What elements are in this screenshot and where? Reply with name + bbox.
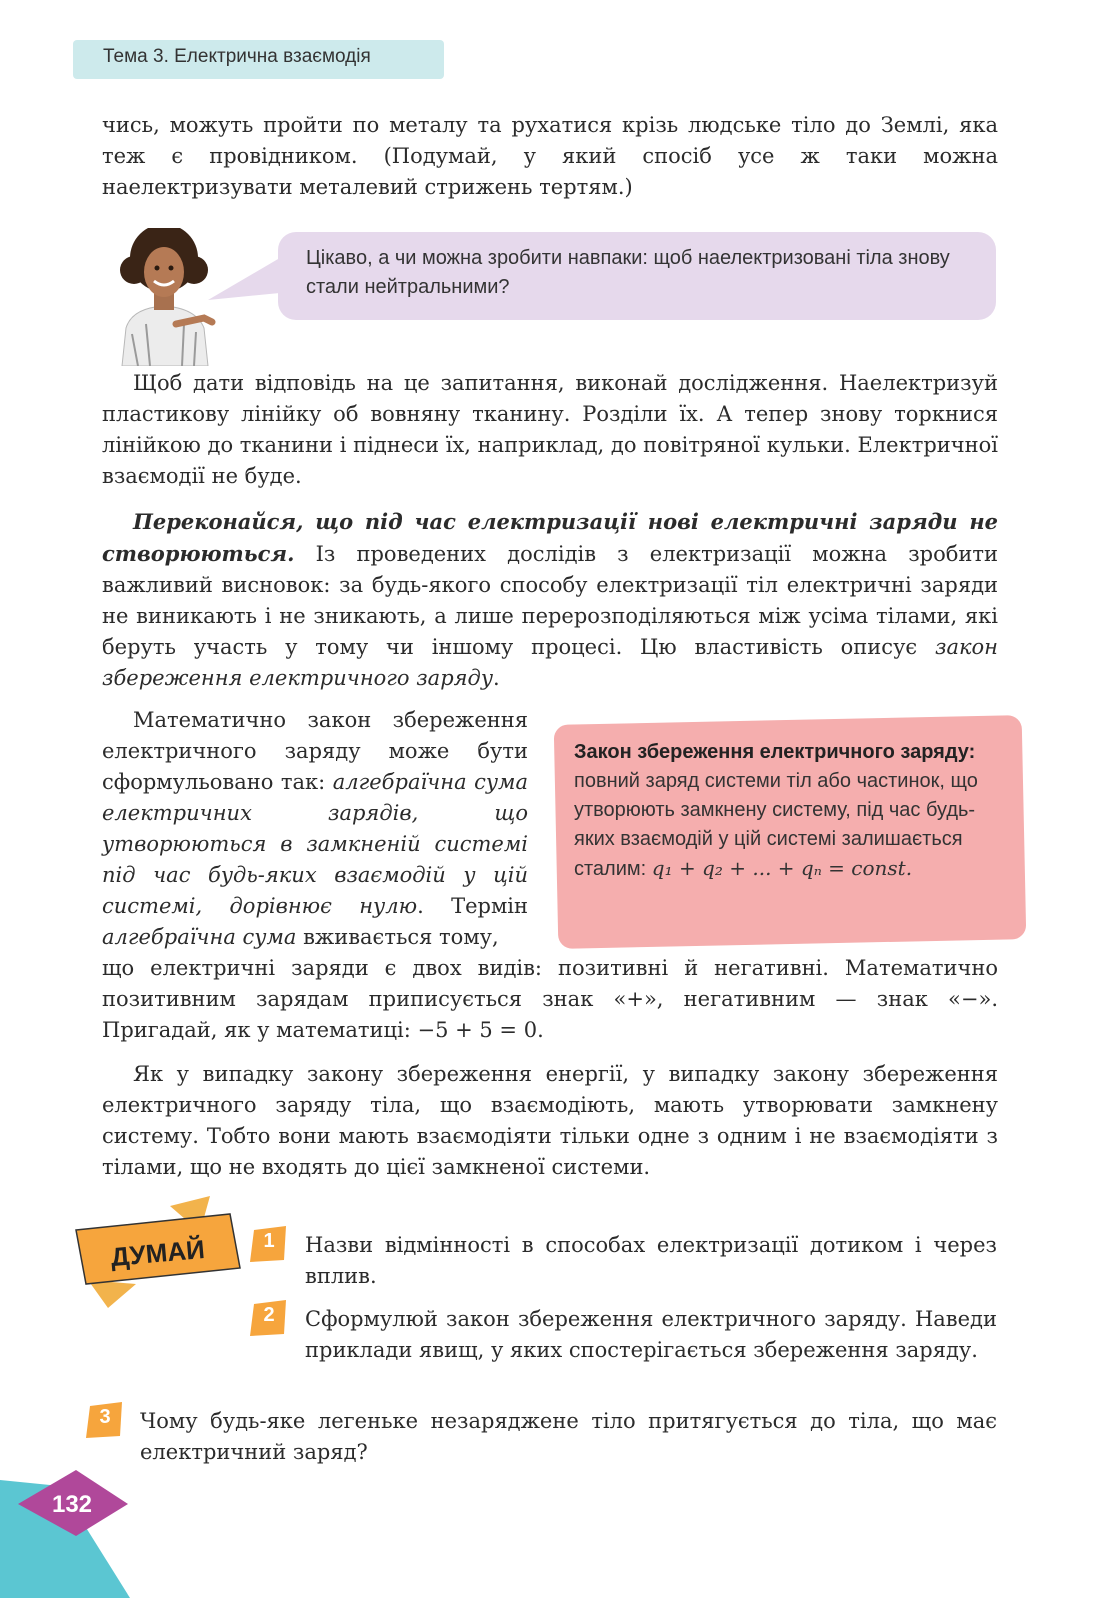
intro-paragraph: чись, можуть пройти по металу та рухатися крізь людське тіло до Землі, яка теж є провідником. (Подумай, у який спосіб усе ж таки можна наелектризувати металевий стрижень тертям.) bbox=[102, 113, 998, 199]
research-paragraph: Щоб дати відповідь на це запитання, виконай дослідження. Наелектризуй пластикову лінійку об вовняну тканину. Розділи їх. А тепер знову торкнися лінійкою до тканини і піднеси їх, наприклад, до повітряної кульки. Електричної взаємодії не буде. bbox=[102, 371, 998, 488]
math-statement: алгебраїчна сума електричних зарядів, що утворюються в замкненій системі під час будь-яких взаємодій у цій системі, дорівнює нулю bbox=[102, 770, 528, 918]
signs-paragraph: що електричні заряди є двох видів: позитивні й негативні. Математично позитивним зарядам приписується знак «+», негативним — знак «−». Пригадай, як у математиці: −5 + 5 = 0. bbox=[102, 956, 998, 1042]
think-badge bbox=[74, 1196, 244, 1314]
question-number: 3 bbox=[99, 1406, 111, 1428]
question-text: Чому будь-яке легеньке незаряджене тіло притягується до тіла, що має електричний заряд? bbox=[140, 1409, 997, 1464]
conclusion-emphasis: Переконайся, що під час електризації нові електричні заряди не створюються. bbox=[102, 509, 998, 566]
page-number: 132 bbox=[51, 1491, 93, 1518]
law-formula: q₁ + q₂ + ... + qₙ = const. bbox=[651, 856, 913, 880]
math-mid2: вживається тому, bbox=[296, 925, 499, 949]
question-number-badge bbox=[250, 1226, 288, 1262]
law-title: Закон збереження електричного заряду: bbox=[574, 741, 976, 763]
speech-bubble bbox=[278, 232, 996, 320]
law-body: повний заряд системи тіл або частинок, що утворюють замкнену систему, під час будь-яких взаємодій у цій системі залишається сталим: bbox=[574, 770, 978, 880]
conclusion-end: . bbox=[493, 666, 500, 690]
conclusion-body: Із проведених дослідів з електризації можна зробити важливий висновок: за будь-якого способу електризації тіл електричні заряди не виникають і не зникають, а лише перерозподіляються між усіма тілами, які беруть участь у тому чи іншому процесі. Цю властивість описує bbox=[102, 542, 998, 659]
math-intro: Математично закон збереження електричного заряду може бути сформульовано так: bbox=[102, 708, 528, 794]
topic-tab bbox=[73, 40, 444, 79]
student-illustration bbox=[112, 228, 216, 366]
law-term: закон збереження електричного заряду bbox=[102, 635, 998, 690]
algebraic-sum-term: алгебраїчна сума bbox=[102, 925, 297, 949]
question-text: Сформулюй закон збереження електричного заряду. Наведи приклади явищ, у яких спостерігається збереження заряду. bbox=[305, 1307, 997, 1362]
math-mid: . Термін bbox=[417, 894, 528, 918]
page-number-badge bbox=[18, 1470, 128, 1536]
law-box bbox=[574, 738, 1004, 884]
question-number: 2 bbox=[263, 1304, 275, 1326]
math-paragraph bbox=[102, 705, 528, 953]
speech-question: Цікаво, а чи можна зробити навпаки: щоб наелектризовані тіла знову стали нейтральними? bbox=[306, 247, 950, 298]
energy-paragraph: Як у випадку закону збереження енергії, у випадку закону збереження електричного заряду тіла, що взаємодіють, мають утворювати замкнену систему. Тобто вони мають взаємодіяти тільки одне з одним і не взаємодіяти з тілами, що не входять до цієї замкненої системи. bbox=[102, 1062, 998, 1179]
question-number-badge bbox=[250, 1300, 288, 1336]
conclusion-paragraph bbox=[102, 506, 998, 694]
question-number: 1 bbox=[263, 1230, 275, 1252]
think-badge-label: ДУМАЙ bbox=[109, 1233, 206, 1273]
question-text: Назви відмінності в способах електризації дотиком і через вплив. bbox=[305, 1233, 997, 1288]
topic-title: Тема 3. Електрична взаємодія bbox=[103, 46, 371, 67]
question-number-badge bbox=[86, 1402, 124, 1438]
